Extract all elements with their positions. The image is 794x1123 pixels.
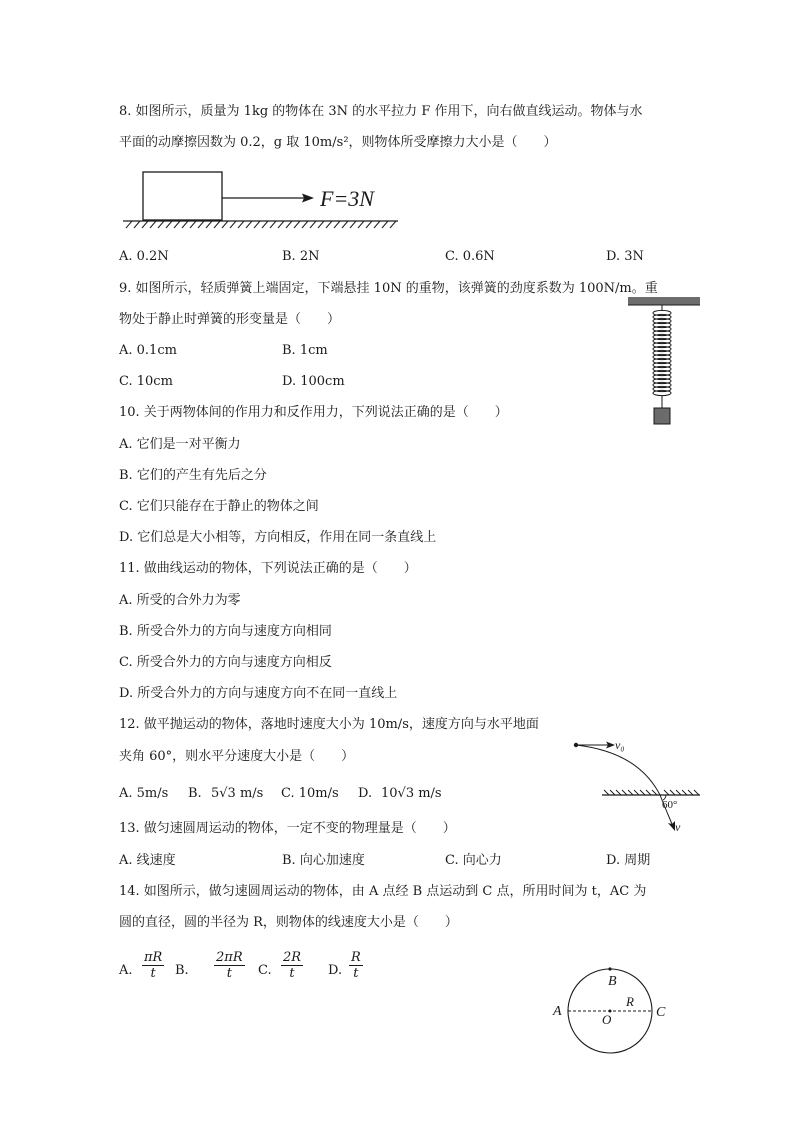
force-label: F=3N	[320, 186, 374, 211]
q14-option-c-denominator: t	[289, 966, 295, 981]
q14-option-b-denominator: t	[226, 966, 232, 981]
q11-option-d: D. 所受合外力的方向与速度方向不在同一直线上	[119, 686, 398, 701]
q13-option-a: A. 线速度	[119, 853, 176, 868]
q9-stem-line1: 9. 如图所示，轻质弹簧上端固定，下端悬挂 10N 的重物，该弹簧的劲度系数为 100N/m。重	[119, 281, 658, 296]
q12-option-a: A. 5m/s	[119, 786, 169, 801]
spring-coils	[653, 310, 671, 395]
label-o: O	[602, 1012, 612, 1027]
q14-option-b-numerator: 2πR	[216, 950, 243, 965]
q14-stem-line2: 圆的直径，圆的半径为 R，则物体的线速度大小是（ ）	[119, 915, 458, 930]
q10-stem: 10. 关于两物体间的作用力和反作用力，下列说法正确的是（ ）	[119, 405, 508, 420]
q12-option-b-value: 5√3 m/s	[211, 786, 264, 801]
q12-option-c: C. 10m/s	[281, 786, 339, 801]
label-a: A	[553, 1004, 562, 1019]
q14-option-d-letter: D.	[328, 963, 343, 978]
label-b: B	[608, 974, 617, 989]
q14-option-a-numerator: πR	[144, 950, 163, 965]
q9-option-b: B. 1cm	[282, 343, 328, 358]
q14-option-c-numerator: 2R	[283, 950, 302, 965]
weight-block	[654, 408, 670, 424]
q13-option-b: B. 向心加速度	[282, 853, 365, 868]
q8-stem-line2: 平面的动摩擦因数为 0.2，g 取 10m/s²，则物体所受摩擦力大小是（ ）	[119, 135, 557, 150]
q12-projectile-figure	[568, 734, 708, 838]
label-c: C	[656, 1005, 666, 1020]
q14-stem-line1: 14. 如图所示，做匀速圆周运动的物体，由 A 点经 B 点运动到 C 点，所用时间为 t，AC 为	[119, 884, 647, 899]
q11-option-b: B. 所受合外力的方向与速度方向相同	[119, 624, 332, 639]
q14-option-a-fraction	[142, 950, 164, 981]
trajectory	[576, 745, 672, 824]
q10-option-a: A. 它们是一对平衡力	[119, 437, 241, 452]
ceiling	[628, 297, 700, 305]
q10-option-d: D. 它们总是大小相等，方向相反，作用在同一条直线上	[119, 530, 437, 545]
point-b	[608, 967, 611, 970]
ground-hatch	[126, 221, 396, 228]
ground-hatch	[604, 790, 699, 795]
q14-option-a-letter: A.	[119, 963, 133, 978]
q13-stem: 13. 做匀速圆周运动的物体，一定不变的物理量是（ ）	[119, 821, 456, 836]
q12-stem-line2: 夹角 60°，则水平分速度大小是（ ）	[119, 749, 355, 764]
block	[143, 172, 222, 220]
q13-option-d: D. 周期	[606, 853, 651, 868]
q8-option-d: D. 3N	[606, 249, 644, 264]
q8-stem-line1: 8. 如图所示，质量为 1kg 的物体在 3N 的水平拉力 F 作用下，向右做直线运动。物体与水	[119, 104, 643, 119]
q8-option-c: C. 0.6N	[445, 249, 495, 264]
q13-option-c: C. 向心力	[445, 853, 502, 868]
q10-option-b: B. 它们的产生有先后之分	[119, 468, 267, 483]
q8-figure	[118, 166, 403, 230]
q14-option-c-letter: C.	[258, 963, 272, 978]
q12-option-d-value: 10√3 m/s	[381, 786, 442, 801]
q12-option-d-letter: D.	[358, 786, 373, 801]
label-r: R	[626, 994, 634, 1009]
v-label: v	[675, 820, 681, 834]
q14-option-b-letter: B.	[175, 963, 189, 978]
q12-stem-line1: 12. 做平抛运动的物体，落地时速度大小为 10m/s，速度方向与水平地面	[119, 717, 539, 732]
q8-option-b: B. 2N	[282, 249, 320, 264]
q12-option-b-letter: B.	[188, 786, 202, 801]
q14-option-c-fraction	[281, 950, 303, 981]
q14-option-a-denominator: t	[150, 966, 156, 981]
q11-option-c: C. 所受合外力的方向与速度方向相反	[119, 655, 332, 670]
q8-option-a: A. 0.2N	[119, 249, 169, 264]
q9-option-c: C. 10cm	[119, 374, 173, 389]
q9-stem-line2: 物处于静止时弹簧的形变量是（ ）	[119, 312, 341, 327]
q14-circle-figure	[548, 960, 674, 1056]
q14-option-d-fraction	[349, 950, 363, 981]
q14-option-d-numerator: R	[351, 950, 361, 965]
q9-option-a: A. 0.1cm	[119, 343, 177, 358]
q11-option-a: A. 所受的合外力为零	[119, 593, 241, 608]
q9-spring-figure	[626, 295, 702, 431]
q9-option-d: D. 100cm	[282, 374, 345, 389]
v0-label: v₀	[615, 738, 625, 752]
q14-option-d-denominator: t	[353, 966, 359, 981]
q10-option-c: C. 它们只能存在于静止的物体之间	[119, 499, 319, 514]
angle-label: 60°	[662, 799, 678, 811]
q14-option-b-fraction	[214, 950, 245, 981]
q11-stem: 11. 做曲线运动的物体，下列说法正确的是（ ）	[119, 561, 417, 576]
